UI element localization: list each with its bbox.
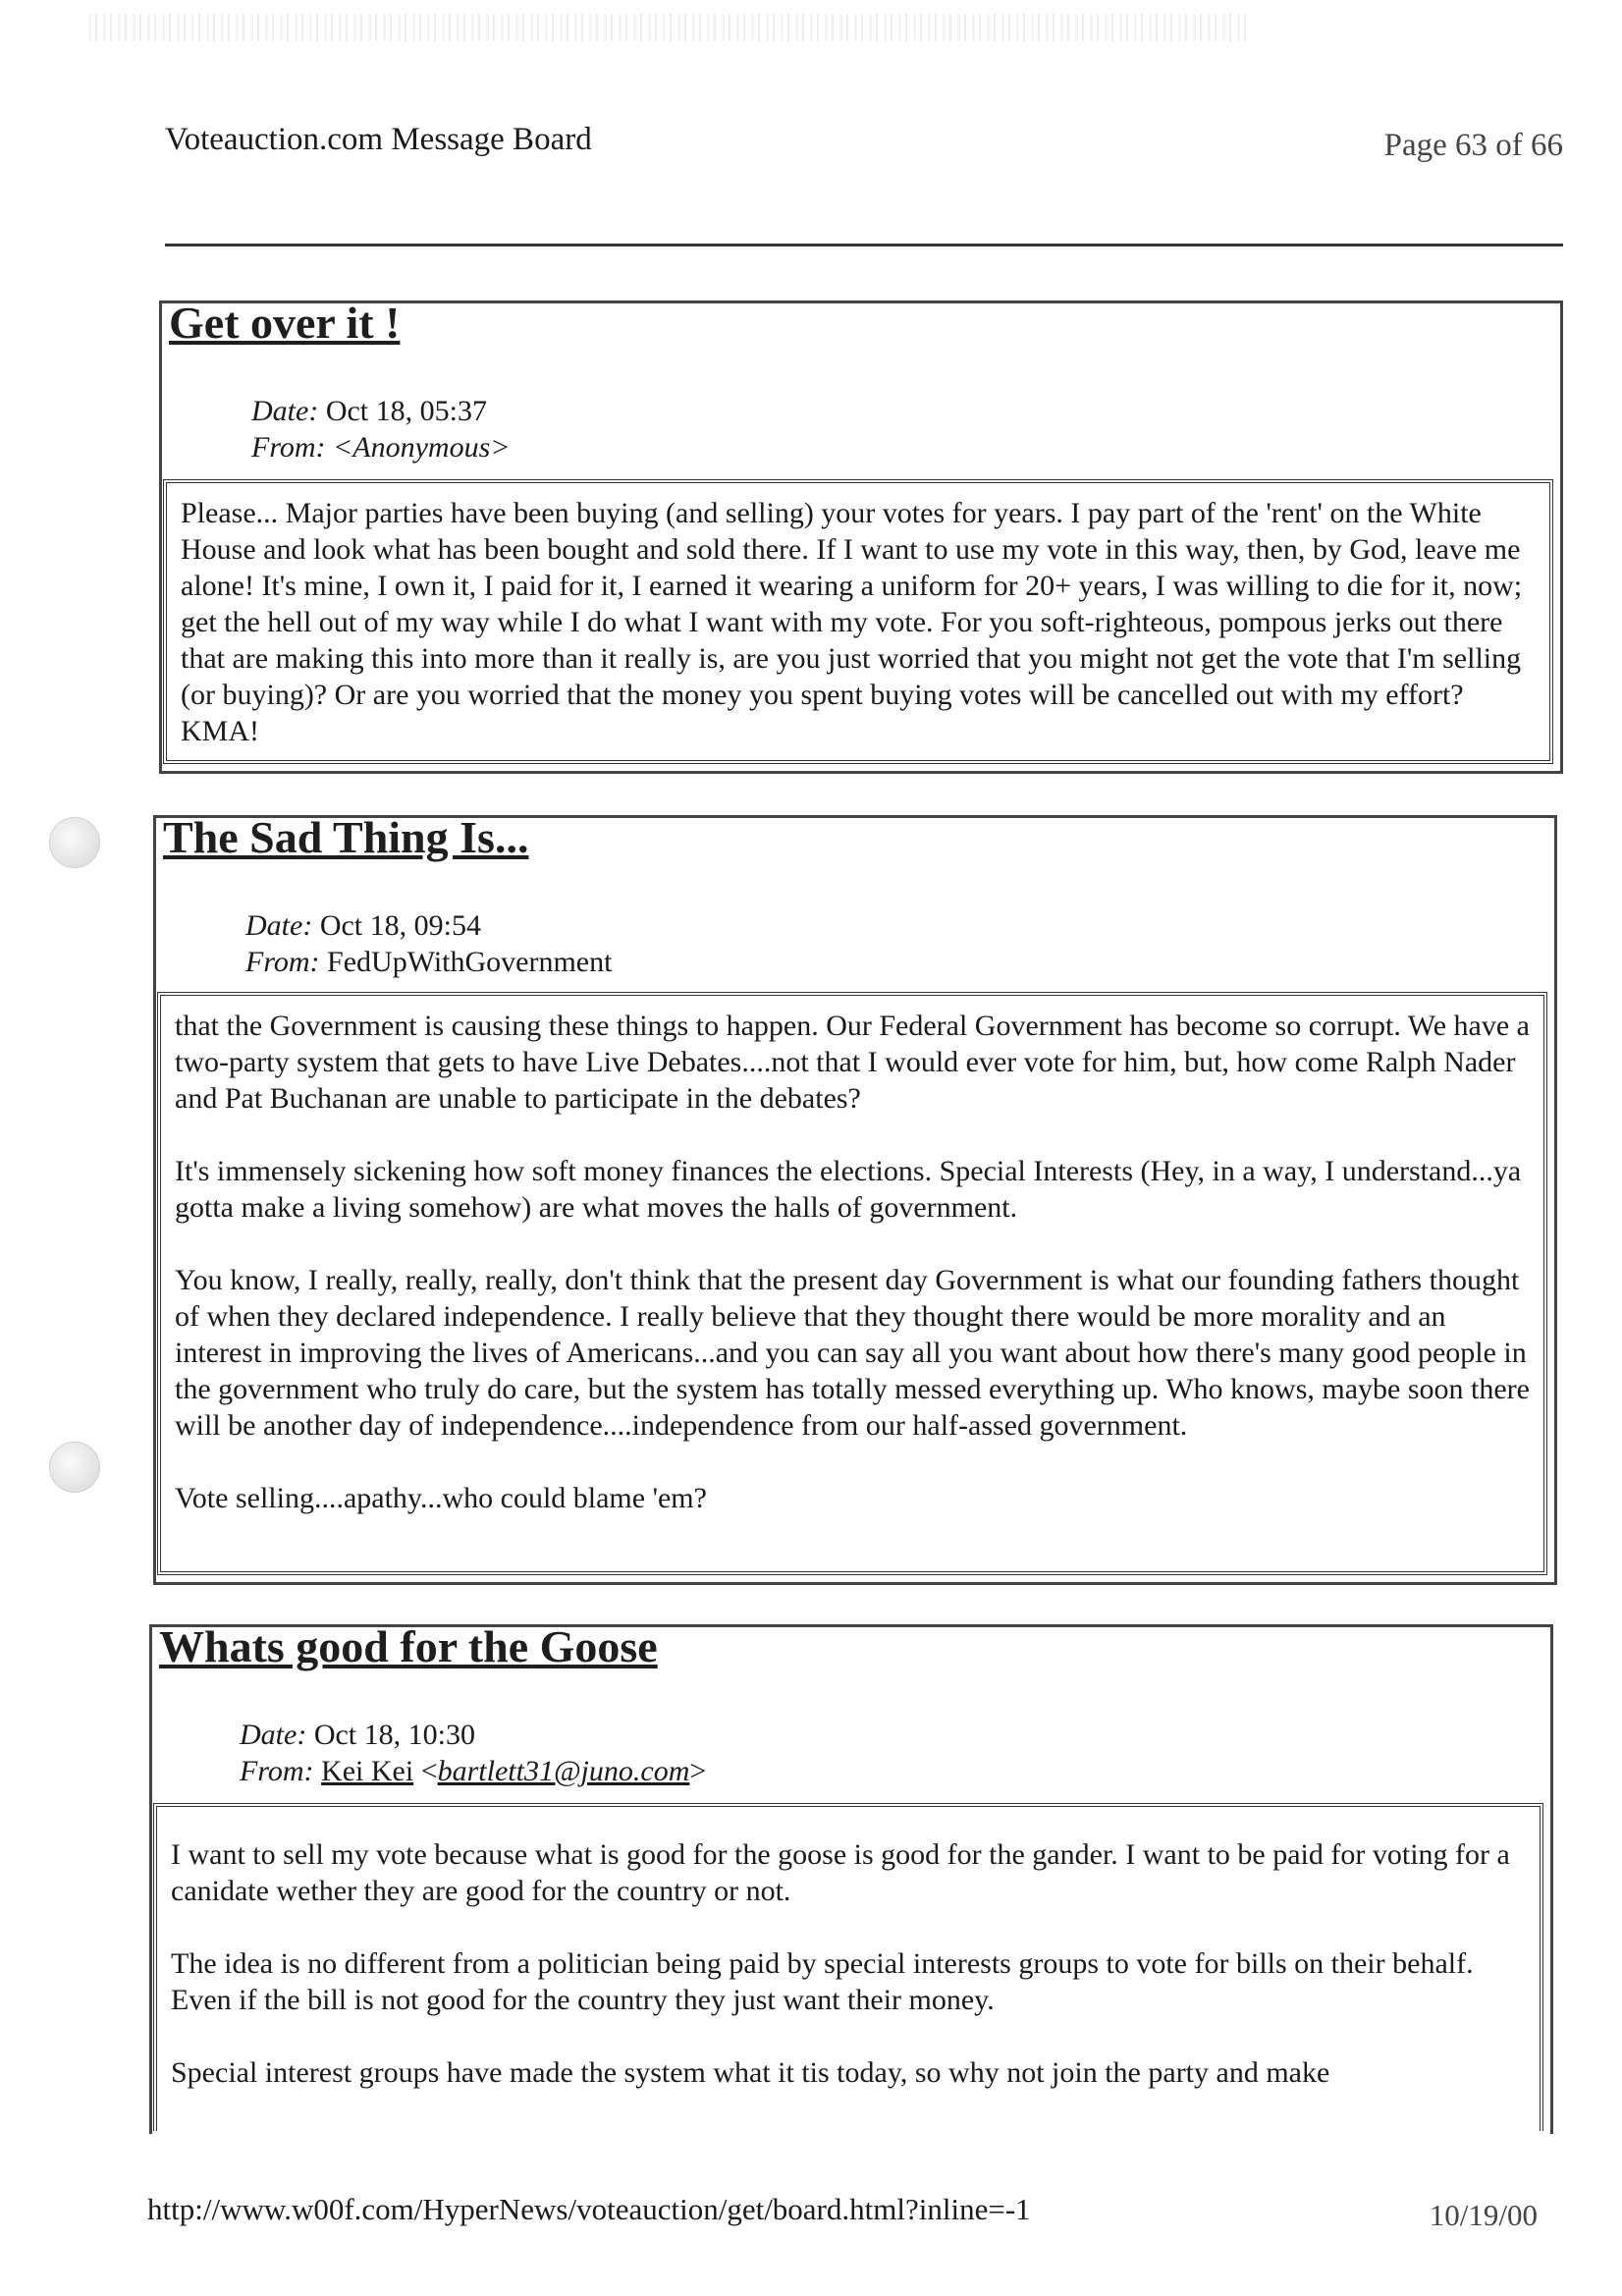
- post-author: From: Kei Kei <bartlett31@juno.com>: [240, 1755, 707, 1787]
- post-paragraph: Vote selling....apathy...who could blame 'em?: [175, 1482, 707, 1514]
- post-paragraph: Please... Major parties have been buying (and selling) your votes for years. I pay part of the 'rent' on the White House and look what has been bought and sold there. If I want to use my vote in this way, then, by God, leave me alone! It's mine, I own it, I paid for it, I earned it wearing a uniform for 20+ years, I was willing to die for it, now; get the hell out of my way while I do what I want with my vote. For you soft-righteous, pompous jerks out there that are making this into more than it really is, are you just worried that you might not get the vote that I'm selling (or buying)? Or are you worried that the money you spent buying votes will be cancelled out with my effort? KMA!: [181, 497, 1523, 747]
- binder-hole: [49, 817, 100, 868]
- post-author: From: <Anonymous>: [251, 431, 511, 464]
- post-date: Date: Oct 18, 09:54: [245, 909, 481, 942]
- print-date: 10/19/00: [1429, 2198, 1538, 2232]
- header-divider: [165, 244, 1563, 246]
- author-link[interactable]: Kei Kei: [321, 1755, 414, 1787]
- page-number: Page 63 of 66: [1383, 128, 1563, 163]
- post-body: [157, 992, 1547, 1575]
- post-paragraph: that the Government is causing these things to happen. Our Federal Government has become so corrupt. We have a two-party system that gets to have Live Debates....not that I would ever vote for him, but, how come Ralph Nader and Pat Buchanan are unable to participate in the debates?: [175, 1010, 1530, 1115]
- post-date: Date: Oct 18, 05:37: [251, 395, 487, 427]
- post-title[interactable]: The Sad Thing Is...: [163, 812, 529, 862]
- post-paragraph: It's immensely sickening how soft money finances the elections. Special Interests (Hey, in a way, I understand...ya gotta make a living somehow) are what moves the halls of government.: [175, 1155, 1522, 1224]
- scan-artifact: [88, 14, 1247, 41]
- board-title: Voteauction.com Message Board: [165, 122, 592, 157]
- post-title[interactable]: Get over it !: [169, 298, 401, 348]
- post-title[interactable]: Whats good for the Goose: [159, 1621, 658, 1671]
- post-meta: [251, 393, 511, 465]
- page-url: http://www.w00f.com/HyperNews/voteauction/get/board.html?inline=-1: [147, 2192, 1031, 2226]
- post-date: Date: Oct 18, 10:30: [240, 1719, 475, 1751]
- post-paragraph: I want to sell my vote because what is good for the goose is good for the gander. I want to be paid for voting for a canidate wether they are good for the country or not.: [171, 1838, 1510, 1907]
- binder-hole: [49, 1442, 100, 1493]
- post-meta: [240, 1717, 706, 1789]
- post-author: From: FedUpWithGovernment: [245, 946, 613, 978]
- post-body: [153, 1803, 1543, 2131]
- post-meta: [245, 907, 612, 980]
- post-paragraph: Special interest groups have made the system what it tis today, so why not join the party and make: [171, 2056, 1330, 2089]
- post-paragraph: The idea is no different from a politician being paid by special interests groups to vote for bills on their behalf. Even if the bill is not good for the country they just want their money.: [171, 1947, 1474, 2016]
- author-email-link[interactable]: bartlett31@juno.com: [437, 1755, 690, 1787]
- post-body: [163, 479, 1553, 764]
- post-paragraph: You know, I really, really, really, don't think that the present day Government is what our founding fathers thought of when they declared independence. I really believe that they thought there would be more morality and an interest in improving the lives of Americans...and you can say all you want about how there's many good people in the government who truly do care, but the system has totally messed everything up. Who knows, maybe soon there will be another day of independence....independence from our half-assed government.: [175, 1264, 1530, 1442]
